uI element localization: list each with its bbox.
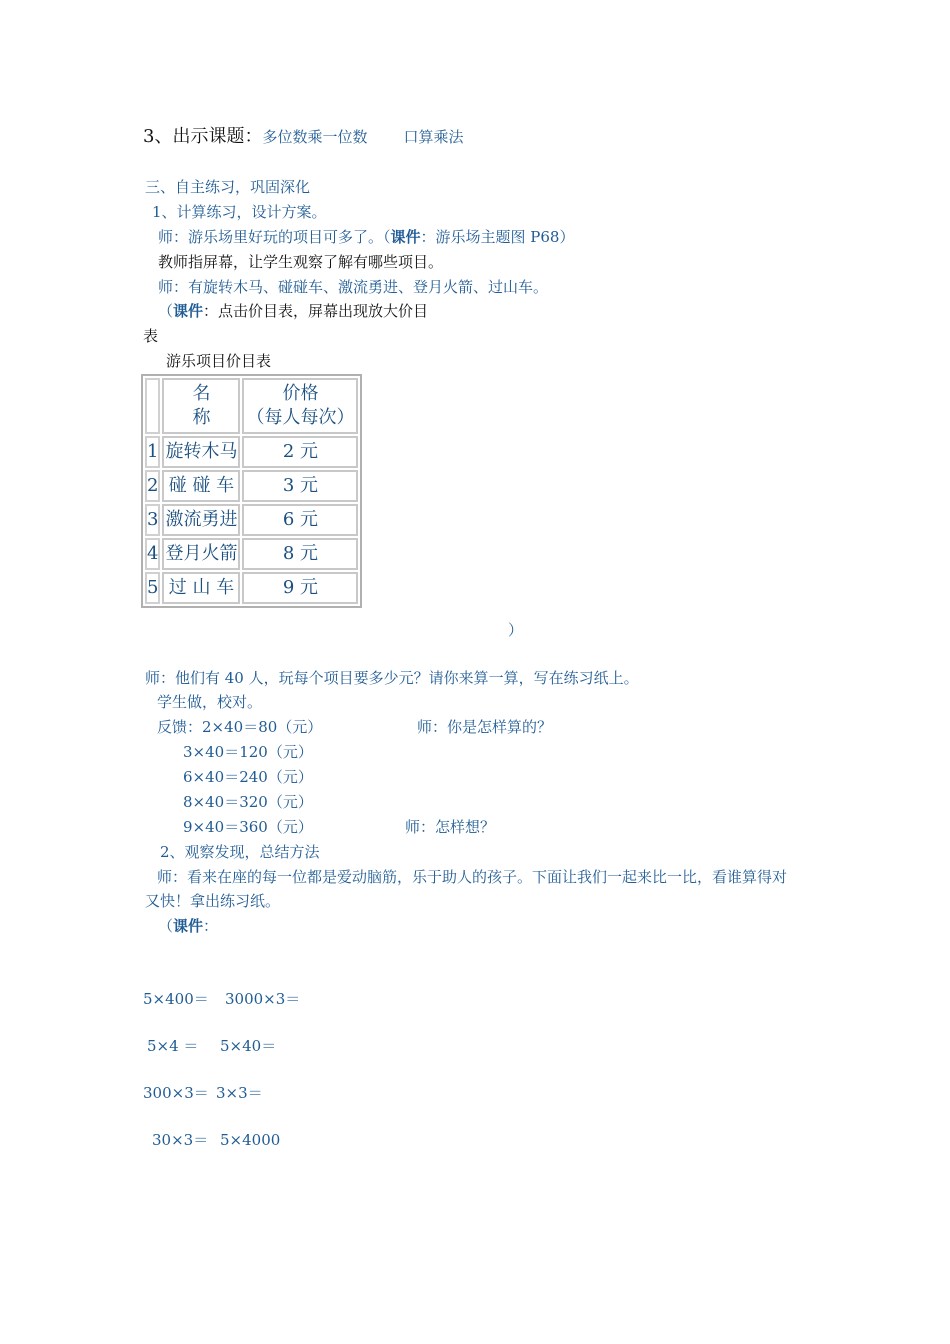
table-caption: 游乐项目价目表 [166,352,272,370]
ride-price: 8 元 [242,538,358,570]
ride-name: 过 山 车 [162,572,240,604]
table-row [145,470,358,502]
ride-name: 登月火箭 [162,538,240,570]
feedback-2: 3×40＝120（元） [183,743,313,761]
header-index-cell [145,378,160,434]
ride-name: 旋转木马 [162,436,240,468]
title-subtopic: 口算乘法 [403,128,464,146]
exercise-4a: 30×3＝ [152,1131,209,1149]
feedback-1: 反馈：2×40＝80（元） [157,718,323,736]
feedback-4: 8×40＝320（元） [183,793,313,811]
row-index: 1 [145,436,160,468]
header-price-cell [242,378,358,434]
ride-name: 碰 碰 车 [162,470,240,502]
text: ：点击价目表，屏幕出现放大价目 [203,302,429,320]
ride-price: 2 元 [242,436,358,468]
item-1-heading: 1、计算练习，设计方案。 [152,203,327,221]
exercise-3a: 300×3＝ [143,1084,209,1102]
header-name-line2: 称 [192,407,211,428]
courseware-line-2 [158,916,218,936]
header-price-line1: 价格 [282,383,319,404]
ride-price: 9 元 [242,572,358,604]
teacher-question: 师：他们有 40 人，玩每个项目要多少元？请你来算一算，写在练习纸上。 [145,669,639,687]
courseware-line-wrap: 表 [143,327,159,345]
text: （ [158,302,174,320]
row-index: 4 [145,538,160,570]
row-index: 2 [145,470,160,502]
teacher-line-4: 师：看来在座的每一位都是爱动脑筋，乐于助人的孩子。下面让我们一起来比一比，看谁算得对 [157,868,788,886]
teacher-line-3: 师：有旋转木马、碰碰车、激流勇进、登月火箭、过山车。 [158,278,549,296]
students-do: 学生做，校对。 [157,693,263,711]
exercise-4b: 5×4000 [220,1131,281,1149]
feedback-3: 6×40＝240（元） [183,768,313,786]
teacher-line-1 [158,227,574,247]
exercise-3b: 3×3＝ [216,1084,263,1102]
ride-price: 6 元 [242,504,358,536]
item-2-heading: 2、观察发现，总结方法 [160,843,320,861]
table-row [145,538,358,570]
title-prefix: 3、出示课题： [143,126,263,147]
lesson-title [143,127,463,147]
ride-name: 激流勇进 [162,504,240,536]
text: ：游乐场主题图 P68） [420,228,575,246]
text: （ [158,917,174,935]
row-index: 3 [145,504,160,536]
exercise-1a: 5×400＝ [143,990,209,1008]
feedback-5: 9×40＝360（元） [183,818,313,836]
row-index: 5 [145,572,160,604]
price-table [141,374,362,608]
courseware-label: 课件 [173,917,204,935]
teacher-ask-2: 师：怎样想？ [405,818,496,836]
section-title: 三、自主练习，巩固深化 [145,178,311,196]
teacher-ask-1: 师：你是怎样算的？ [417,718,553,736]
teacher-line-2: 教师指屏幕，让学生观察了解有哪些项目。 [158,253,444,271]
exercise-2a: 5×4 ＝ [147,1037,199,1055]
title-topic: 多位数乘一位数 [262,128,368,146]
courseware-line [158,301,428,321]
exercise-2b: 5×40＝ [220,1037,277,1055]
table-row [145,436,358,468]
header-name-cell [162,378,240,434]
teacher-line-4-wrap: 又快！拿出练习纸。 [145,892,281,910]
closing-paren: ） [508,621,524,639]
text: 师：游乐场里好玩的项目可多了。（ [158,228,391,246]
table-header-row [145,378,358,434]
courseware-label: 课件 [173,302,204,320]
exercise-1b: 3000×3＝ [225,990,301,1008]
ride-price: 3 元 [242,470,358,502]
header-name-line1: 名 [192,383,211,404]
text: ： [203,917,219,935]
table-row [145,504,358,536]
courseware-label: 课件 [390,228,421,246]
table-row [145,572,358,604]
header-price-line2: （每人每次） [246,407,355,428]
